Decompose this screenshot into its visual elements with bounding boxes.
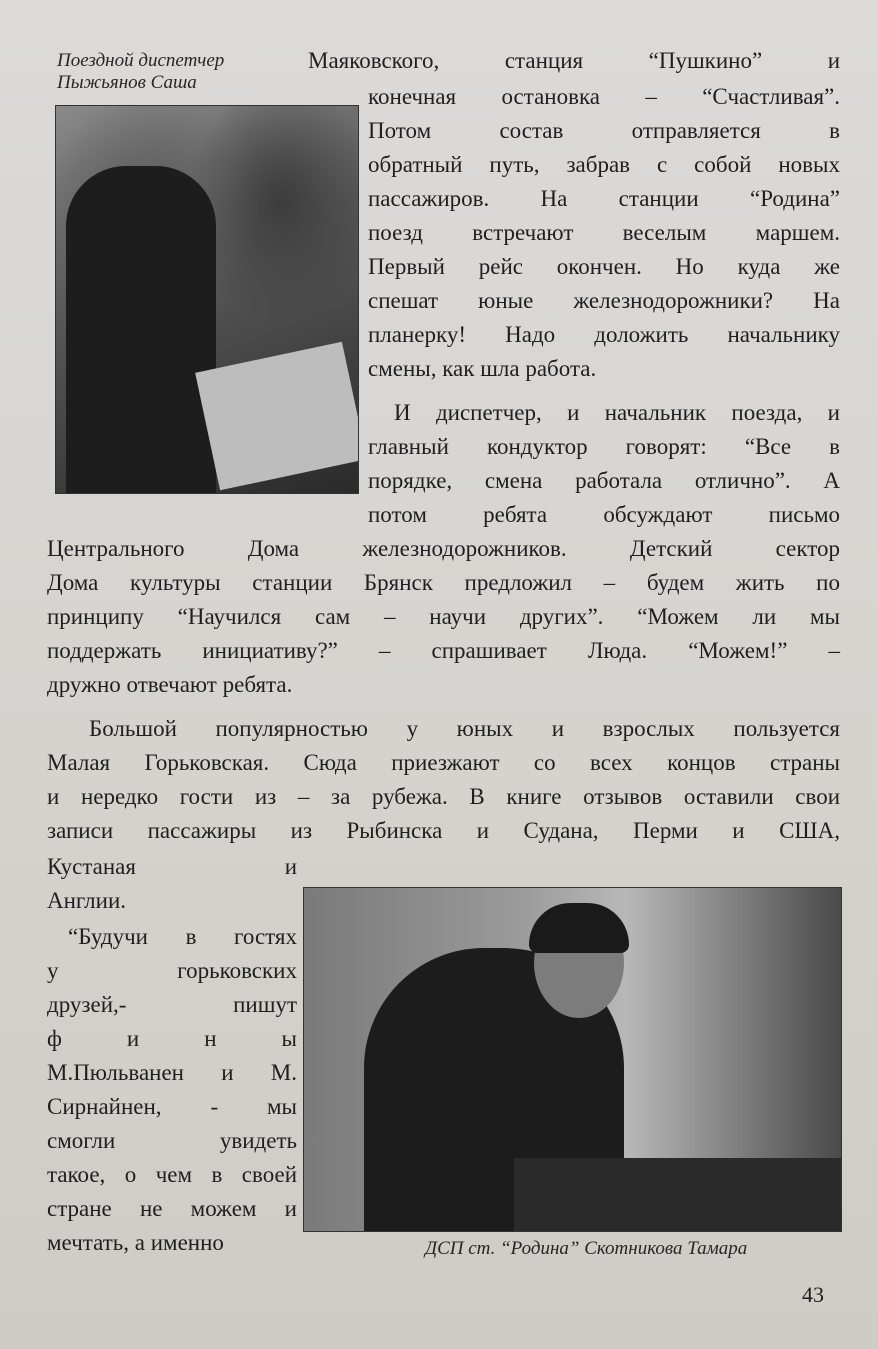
text-line: Сирнайнен, - мы bbox=[47, 1094, 297, 1119]
text-line: конечная остановка – “Счастливая”. bbox=[368, 84, 840, 109]
text-line: Центрального Дома железнодорожников. Детский сектор bbox=[47, 536, 840, 561]
top-photo-caption bbox=[57, 50, 297, 94]
text-line: записи пассажиры из Рыбинска и Судана, Перми и США, bbox=[47, 818, 840, 843]
text-line: спешат юные железнодорожники? На bbox=[368, 288, 840, 313]
text-line: и нередко гости из – за рубежа. В книге отзывов оставили свои bbox=[47, 784, 840, 809]
dispatcher-photo bbox=[55, 105, 359, 494]
text-line: Первый рейс окончен. Но куда же bbox=[368, 254, 840, 279]
text-line: поезд встречают веселым маршем. bbox=[368, 220, 840, 245]
caption-line: Поездной диспетчер bbox=[57, 50, 225, 71]
page-number: 43 bbox=[802, 1282, 824, 1307]
text-line: дружно отвечают ребята. bbox=[47, 672, 293, 697]
text-line: ф и н ы bbox=[47, 1026, 297, 1051]
text-line: “Будучи в гостях bbox=[68, 924, 297, 949]
text-line: Большой популярностью у юных и взрослых пользуется bbox=[89, 716, 840, 741]
text-line: пассажиров. На станции “Родина” bbox=[368, 186, 840, 211]
caption-line: Пыжьянов Саша bbox=[57, 72, 197, 93]
text-line: принципу “Научился сам – научи других”. “Можем ли мы bbox=[47, 604, 840, 629]
text-line: порядке, смена работала отлично”. А bbox=[368, 468, 840, 493]
text-line: потом ребята обсуждают письмо bbox=[368, 502, 840, 527]
text-line: Малая Горьковская. Сюда приезжают со всех концов страны bbox=[47, 750, 840, 775]
text-line: мечтать, а именно bbox=[47, 1230, 224, 1255]
text-line: смены, как шла работа. bbox=[368, 356, 597, 381]
operator-photo bbox=[303, 887, 842, 1232]
text-line: Англии. bbox=[47, 888, 127, 913]
text-line: смогли увидеть bbox=[47, 1128, 297, 1153]
text-line: поддержать инициативу?” – спрашивает Люда. “Можем!” – bbox=[47, 638, 840, 663]
text-line: друзей,- пишут bbox=[47, 992, 297, 1017]
text-line: такое, о чем в своей bbox=[47, 1162, 297, 1187]
text-line: Дома культуры станции Брянск предложил – будем жить по bbox=[47, 570, 840, 595]
text-line: И диспетчер, и начальник поезда, и bbox=[394, 400, 840, 425]
text-line: Маяковского, станция “Пушкино” и bbox=[308, 48, 840, 73]
text-line: у горьковских bbox=[47, 958, 297, 983]
text-line: Потом состав отправляется в bbox=[368, 118, 840, 143]
text-line: планерку! Надо доложить начальнику bbox=[368, 322, 840, 347]
text-line: обратный путь, забрав с собой новых bbox=[368, 152, 840, 177]
bottom-photo-caption: ДСП ст. “Родина” Скотникова Тамара bbox=[425, 1238, 748, 1259]
text-line: М.Пюльванен и М. bbox=[47, 1060, 297, 1085]
text-line: главный кондуктор говорят: “Все в bbox=[368, 434, 840, 459]
text-line: стране не можем и bbox=[47, 1196, 297, 1221]
text-line: Кустаная и bbox=[47, 854, 297, 879]
